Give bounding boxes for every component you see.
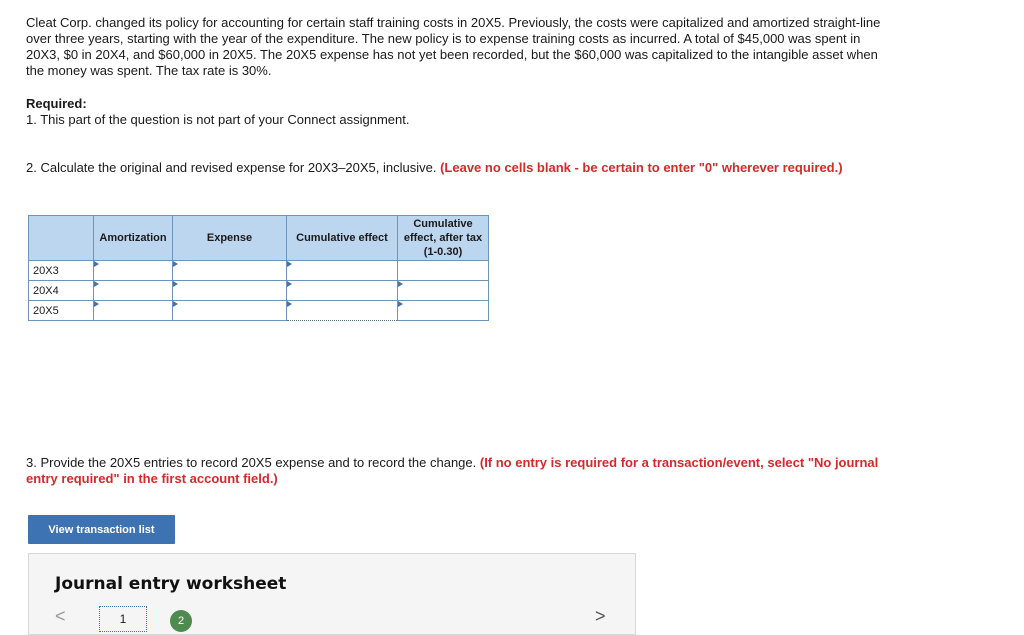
row-label: 20X5 — [29, 301, 94, 321]
view-transaction-list-button[interactable]: View transaction list — [28, 515, 175, 544]
amortization-cell[interactable] — [94, 261, 173, 281]
question-2 — [26, 160, 876, 176]
header-cumulative-effect: Cumulative effect — [287, 216, 398, 261]
required-part-1: 1. This part of the question is not part of your Connect assignment. — [26, 112, 410, 127]
row-label: 20X3 — [29, 261, 94, 281]
after-tax-cell[interactable] — [398, 281, 489, 301]
expense-input-20x3[interactable] — [173, 261, 286, 280]
table-row — [29, 301, 489, 321]
expense-input-20x5[interactable] — [173, 301, 286, 320]
chevron-right-icon[interactable]: > — [595, 606, 606, 626]
blank-header — [29, 216, 94, 261]
worksheet-title: Journal entry worksheet — [55, 574, 287, 594]
amortization-input-20x4[interactable] — [94, 281, 172, 300]
header-after-tax-line3: (1-0.30) — [423, 246, 463, 258]
question-2-note: (Leave no cells blank - be certain to enter "0" wherever required.) — [440, 160, 843, 175]
page-tab-2[interactable]: 2 — [170, 610, 192, 632]
question-3-text: 3. Provide the 20X5 entries to record 20X5 expense and to record the change. — [26, 455, 480, 470]
question-3 — [26, 455, 906, 487]
expense-cell[interactable] — [173, 281, 287, 301]
table-row — [29, 281, 489, 301]
page-tab-1[interactable]: 1 — [99, 606, 147, 632]
amortization-input-20x5[interactable] — [94, 301, 172, 320]
after-tax-cell[interactable] — [398, 261, 489, 281]
header-after-tax-line2: effect, after tax — [403, 232, 483, 244]
expense-cell[interactable] — [173, 301, 287, 321]
cumulative-cell[interactable] — [287, 261, 398, 281]
after-tax-input-20x3[interactable] — [398, 261, 488, 280]
header-after-tax-line1: Cumulative — [413, 218, 473, 230]
row-label: 20X4 — [29, 281, 94, 301]
cumulative-cell[interactable] — [287, 281, 398, 301]
question-2-text: 2. Calculate the original and revised expense for 20X3–20X5, inclusive. — [26, 160, 441, 175]
required-heading: Required: — [26, 96, 87, 111]
expense-cell[interactable] — [173, 261, 287, 281]
header-amortization: Amortization — [94, 216, 173, 261]
after-tax-cell[interactable] — [398, 301, 489, 321]
after-tax-input-20x4[interactable] — [398, 281, 488, 300]
chevron-left-icon[interactable]: < — [55, 606, 66, 626]
amortization-input-20x3[interactable] — [94, 261, 172, 280]
cumulative-cell[interactable] — [287, 301, 398, 321]
header-cumulative-after-tax — [398, 216, 489, 261]
cumulative-input-20x3[interactable] — [287, 261, 397, 280]
amortization-cell[interactable] — [94, 281, 173, 301]
table-row — [29, 261, 489, 281]
expense-input-20x4[interactable] — [173, 281, 286, 300]
cumulative-input-20x5[interactable] — [287, 301, 397, 320]
expense-table — [28, 215, 489, 321]
after-tax-input-20x5[interactable] — [398, 301, 488, 320]
amortization-cell[interactable] — [94, 301, 173, 321]
question-3-note: (If no entry is required for a transaction/event, select "No journal entry required" in the first account field.) — [26, 455, 879, 486]
cumulative-input-20x4[interactable] — [287, 281, 397, 300]
header-expense: Expense — [173, 216, 287, 261]
problem-description: Cleat Corp. changed its policy for accounting for certain staff training costs in 20X5. Previously, the costs were capitalized and amortized straight-line over three years, starting with the year of the expenditure. The new policy is to expense training costs as incurred. A total of $45,000 was spent in 20X3, $0 in 20X4, and $60,000 in 20X5. The 20X5 expense has not yet been recorded, but the $60,000 was capitalized to the intangible asset when the money was spent. The tax rate is 30%. — [26, 15, 881, 78]
